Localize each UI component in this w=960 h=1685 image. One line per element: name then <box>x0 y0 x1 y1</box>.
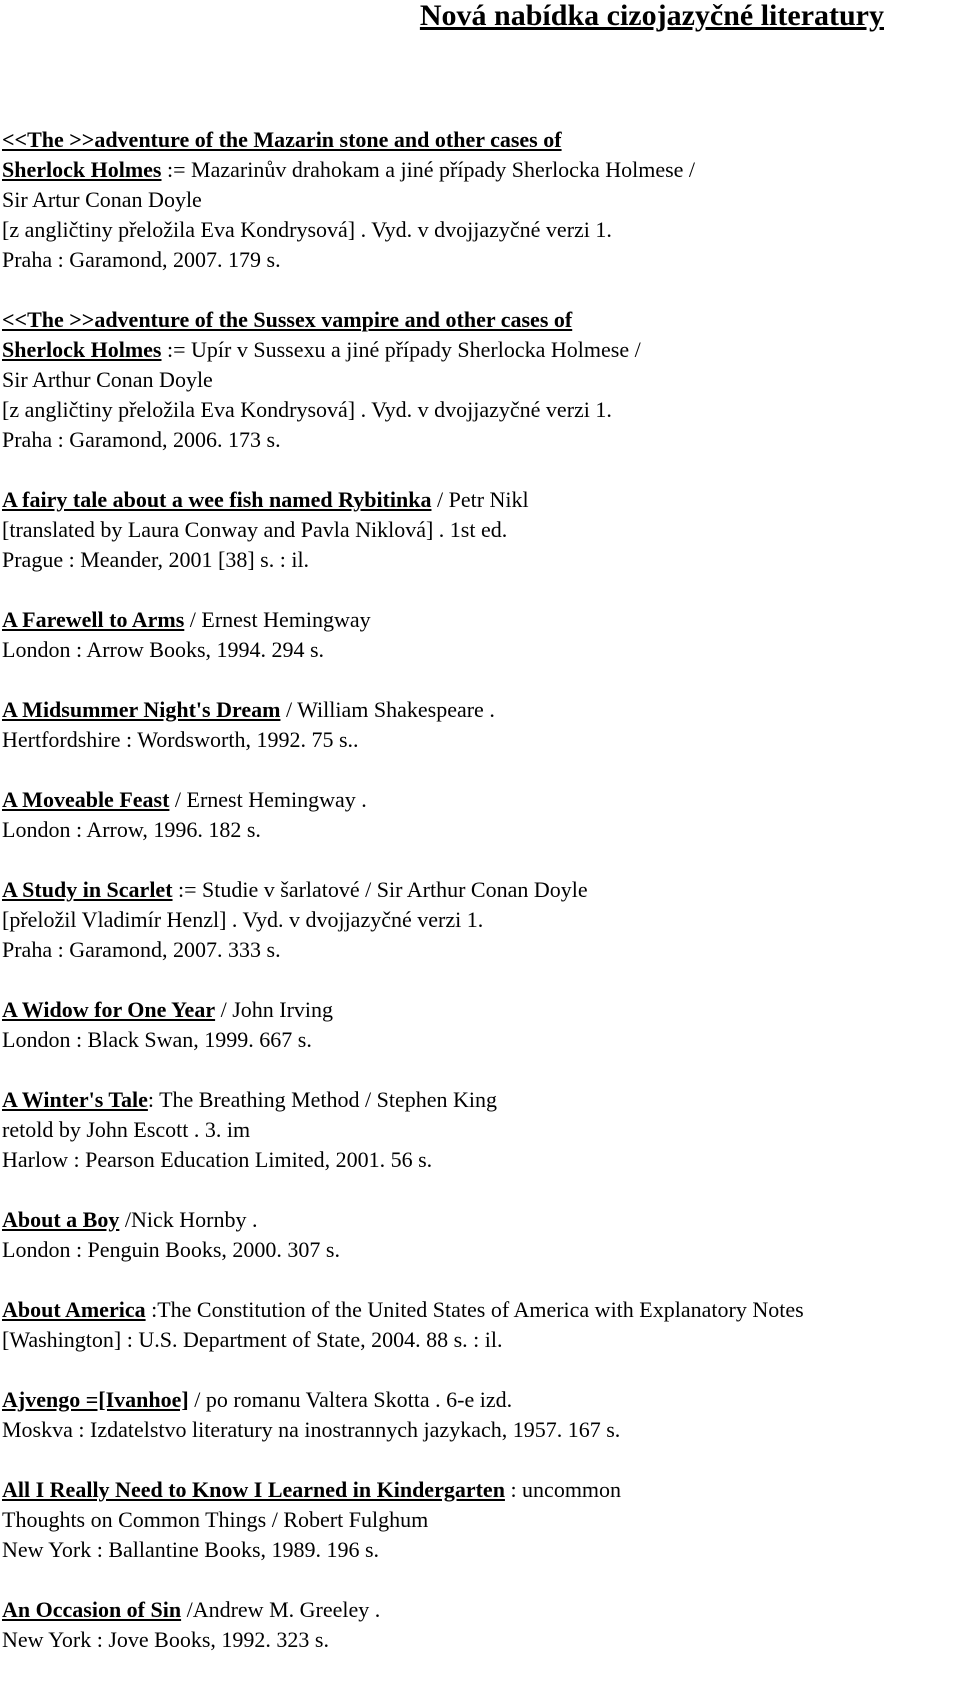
entry-imprint: New York : Jove Books, 1992. 323 s. <box>2 1627 329 1652</box>
catalog-entry <box>2 1295 957 1355</box>
entry-author: := Studie v šarlatové / Sir Arthur Conan Doyle <box>172 877 588 902</box>
entry-title: A fairy tale about a wee fish named Rybitinka <box>2 487 432 512</box>
catalog-entry <box>2 875 957 965</box>
entry-subtitle: : uncommon <box>504 1477 622 1502</box>
entry-imprint: London : Penguin Books, 2000. 307 s. <box>2 1237 340 1262</box>
entry-imprint: London : Arrow, 1996. 182 s. <box>2 817 261 842</box>
entry-author: / Petr Nikl <box>431 487 529 512</box>
entry-title: A Farewell to Arms <box>2 607 185 632</box>
entry-imprint: Praha : Garamond, 2006. 173 s. <box>2 427 281 452</box>
entry-imprint: Prague : Meander, 2001 [38] s. : il. <box>2 547 310 572</box>
catalog-entry <box>2 125 957 275</box>
entry-author: /Nick Hornby . <box>119 1207 258 1232</box>
entry-title: All I Really Need to Know I Learned in Kindergarten <box>2 1477 505 1502</box>
entry-title: A Widow for One Year <box>2 997 216 1022</box>
entry-title: A Study in Scarlet <box>2 877 173 902</box>
entry-title: Ajvengo =[Ivanhoe] <box>2 1387 189 1412</box>
entry-title: About a Boy <box>2 1207 120 1232</box>
entry-parallel-title: := Mazarinův drahokam a jiné případy Sherlocka Holmese / <box>161 157 696 182</box>
entry-title: An Occasion of Sin <box>2 1597 182 1622</box>
entry-edition: retold by John Escott . 3. im <box>2 1117 251 1142</box>
entry-subtitle: :The Constitution of the United States of America with Explanatory Notes <box>145 1297 804 1322</box>
entry-author: / Ernest Hemingway . <box>169 787 367 812</box>
entry-author: / Ernest Hemingway <box>184 607 371 632</box>
page-title: Nová nabídka cizojazyčné literatury <box>419 0 884 32</box>
catalog-entry <box>2 695 957 755</box>
catalog-entry <box>2 485 957 575</box>
entry-imprint: New York : Ballantine Books, 1989. 196 s. <box>2 1537 380 1562</box>
entry-title: <<The >>adventure of the Mazarin stone and other cases of <box>2 127 562 152</box>
entry-title: A Winter's Tale <box>2 1087 148 1112</box>
entry-author: / John Irving <box>215 997 334 1022</box>
entry-imprint: Moskva : Izdatelstvo literatury na inostrannych jazykach, 1957. 167 s. <box>2 1417 621 1442</box>
entry-edition: [přeložil Vladimír Henzl] . Vyd. v dvojjazyčné verzi 1. <box>2 907 484 932</box>
catalog-entry <box>2 785 957 845</box>
entry-author: / William Shakespeare . <box>280 697 495 722</box>
entry-author: Sir Arthur Conan Doyle <box>2 367 213 392</box>
entry-title: A Midsummer Night's Dream <box>2 697 281 722</box>
entry-author: : The Breathing Method / Stephen King <box>147 1087 497 1112</box>
entry-edition: [translated by Laura Conway and Pavla Niklová] . 1st ed. <box>2 517 508 542</box>
entry-edition: [z angličtiny přeložila Eva Kondrysová] . Vyd. v dvojjazyčné verzi 1. <box>2 217 612 242</box>
entry-imprint: London : Black Swan, 1999. 667 s. <box>2 1027 312 1052</box>
catalog-entry <box>2 995 957 1055</box>
catalog-entry <box>2 1385 957 1445</box>
entry-title: A Moveable Feast <box>2 787 170 812</box>
catalog-entry <box>2 605 957 665</box>
entry-title-continued: Sherlock Holmes <box>2 337 162 362</box>
catalog-entry <box>2 305 957 455</box>
entry-author: / po romanu Valtera Skotta . 6-e izd. <box>188 1387 513 1412</box>
entry-title-continued: Sherlock Holmes <box>2 157 162 182</box>
catalog-entry <box>2 1085 957 1175</box>
catalog-list <box>2 125 957 1685</box>
entry-imprint: London : Arrow Books, 1994. 294 s. <box>2 637 325 662</box>
entry-title: <<The >>adventure of the Sussex vampire and other cases of <box>2 307 573 332</box>
entry-imprint: Hertfordshire : Wordsworth, 1992. 75 s.. <box>2 727 359 752</box>
entry-imprint: Praha : Garamond, 2007. 179 s. <box>2 247 281 272</box>
entry-imprint: Praha : Garamond, 2007. 333 s. <box>2 937 281 962</box>
entry-imprint: Harlow : Pearson Education Limited, 2001. 56 s. <box>2 1147 433 1172</box>
catalog-entry <box>2 1205 957 1265</box>
entry-author: Sir Artur Conan Doyle <box>2 187 202 212</box>
catalog-entry <box>2 1595 957 1655</box>
entry-parallel-title: := Upír v Sussexu a jiné případy Sherlocka Holmese / <box>161 337 641 362</box>
entry-title: About America <box>2 1297 146 1322</box>
entry-edition: [z angličtiny přeložila Eva Kondrysová] . Vyd. v dvojjazyčné verzi 1. <box>2 397 612 422</box>
entry-author: /Andrew M. Greeley . <box>181 1597 381 1622</box>
entry-author: Thoughts on Common Things / Robert Fulghum <box>2 1507 429 1532</box>
entry-imprint: [Washington] : U.S. Department of State, 2004. 88 s. : il. <box>2 1327 503 1352</box>
catalog-entry <box>2 1475 957 1565</box>
